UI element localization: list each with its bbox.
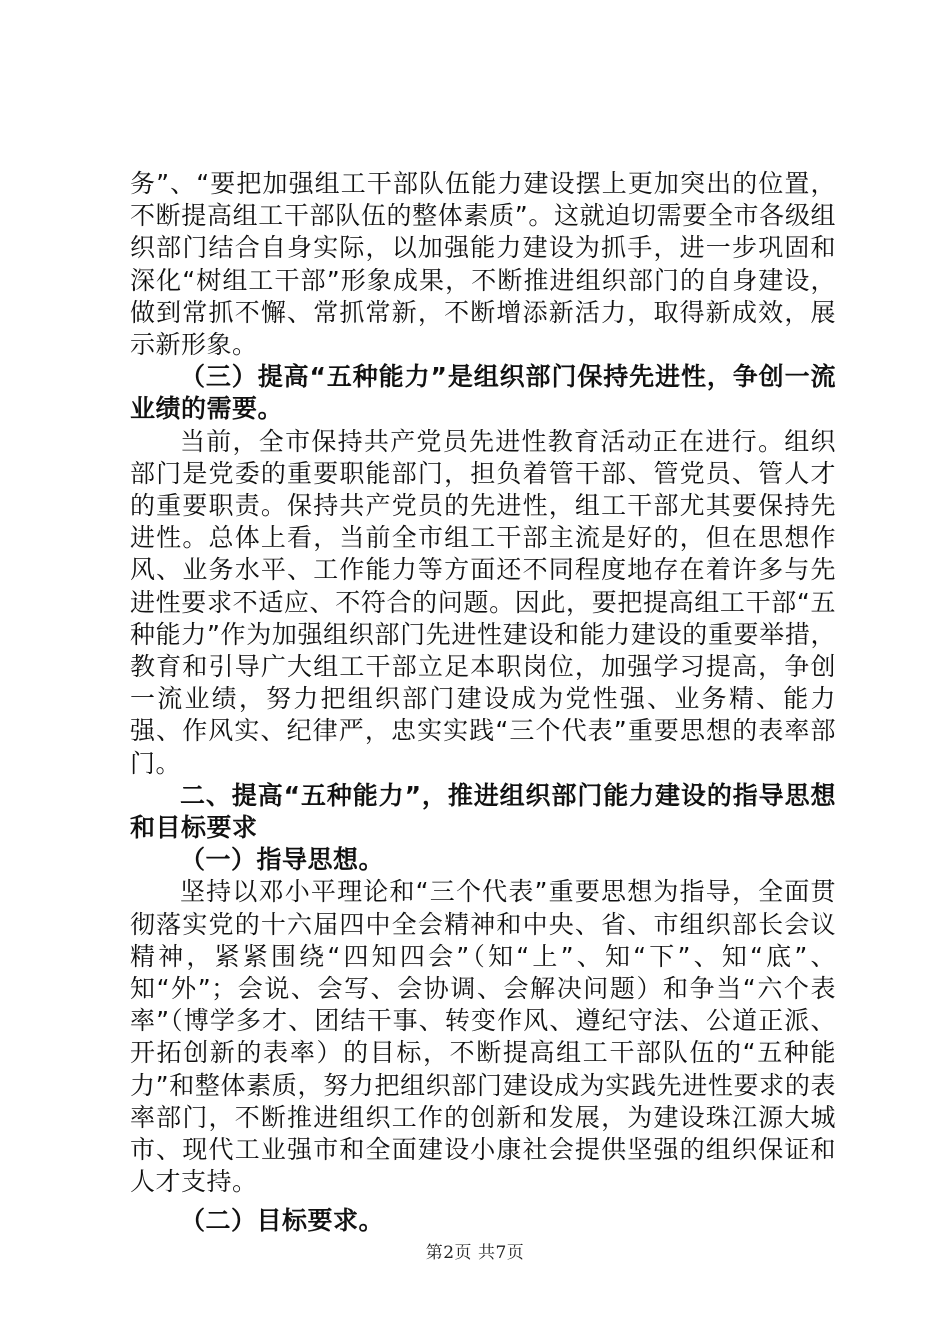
page-number: 第2页 共7页: [425, 1243, 525, 1263]
paragraph-guiding-thought: 坚持以邓小平理论和“三个代表”重要思想为指导，全面贯彻落实党的十六届四中全会精神和中央、省、市组织部长会议精神，紧紧围绕“四知四会”（知“上”、知“下”、知“底”、知“外”；会说、会写、会协调、会解决问题）和争当“六个表率”（博学多才、团结干事、转变作风、遵纪守法、公道正派、开拓创新的表率）的目标，不断提高组工干部队伍的“五种能力”和整体素质，努力把组织部门建设成为实践先进性要求的表率部门，不断推进组织工作的创新和发展，为建设珠江源大城市、现代工业强市和全面建设小康社会提供坚强的组织保证和人才支持。: [130, 877, 836, 1197]
section-heading-objectives: （二）目标要求。: [180, 1205, 385, 1235]
section-heading-guiding-thought: （一）指导思想。: [180, 845, 385, 875]
section-heading-3: （三）提高“五种能力”是组织部门保持先进性，争创一流业绩的需要。: [130, 362, 836, 424]
paragraph-continuation: 务”、“要把加强组工干部队伍能力建设摆上更加突出的位置，不断提高组工干部队伍的整体素质”。这就迫切需要全市各级组织部门结合自身实际，以加强能力建设为抓手，进一步巩固和深化“树组工干部”形象成果，不断推进组织部门的自身建设，做到常抓不懈、常抓常新，不断增添新活力，取得新成效，展示新形象。: [130, 169, 836, 360]
paragraph-body: 当前，全市保持共产党员先进性教育活动正在进行。组织部门是党委的重要职能部门，担负着管干部、管党员、管人才的重要职责。保持共产党员的先进性，组工干部尤其要保持先进性。总体上看，当前全市组工干部主流是好的，但在思想作风、业务水平、工作能力等方面还不同程度地存在着许多与先进性要求不适应、不符合的问题。因此，要把提高组工干部“五种能力”作为加强组织部门先进性建设和能力建设的重要举措，教育和引导广大组工干部立足本职岗位，加强学习提高，争创一流业绩，努力把组织部门建设成为党性强、业务精、能力强、作风实、纪律严，忠实实践“三个代表”重要思想的表率部门。: [130, 426, 836, 778]
chapter-heading-2: 二、提高“五种能力”，推进组织部门能力建设的指导思想和目标要求: [130, 780, 836, 843]
document-body: [130, 168, 836, 1237]
